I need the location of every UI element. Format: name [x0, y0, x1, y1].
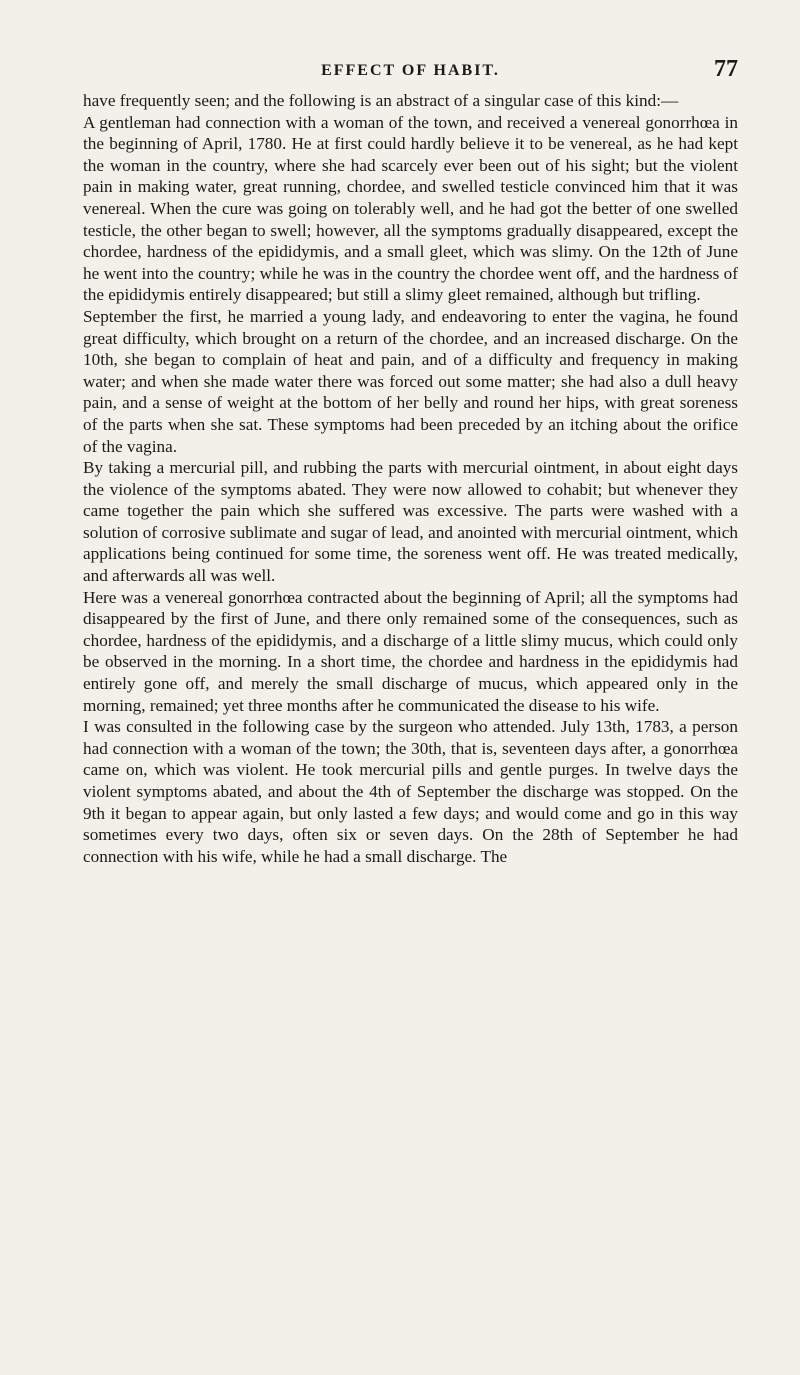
- running-title: EFFECT OF HABIT.: [321, 62, 500, 79]
- paragraph-treatment: By taking a mercurial pill, and rubbing the parts with mercurial ointment, in about eight days the violence of the symptoms abated. They were now allowed to cohabit; but whenever they came together the pain which she suffered was excessive. The parts were washed with a solution of corrosive sublimate and sugar of lead, and anointed with mercurial ointment, which applications being continued for some time, the soreness went off. He was treated medically, and afterwards all was well.: [83, 458, 738, 586]
- paragraph-summary: Here was a venereal gonorrhœa contracted about the beginning of April; all the symptoms had disappeared by the first of June, and there only remained some of the consequences, such as chordee, hardness of the epididymis, and a discharge of a little slimy mucus, which could only be observed in the morning. In a short time, the chordee and hardness in the epididymis had entirely gone off, and merely the small discharge of mucus, which appeared only in the morning, remained; yet three months after he communicated the disease to his wife.: [83, 587, 738, 715]
- paragraph-second-case: I was consulted in the following case by the surgeon who attended. July 13th, 1783, a person had connection with a woman of the town; the 30th, that is, seventeen days after, a gonorrhœa came on, which was violent. He took mercurial pills and gentle purges. In twelve days the violent symptoms abated, and about the 4th of September the discharge was stopped. On the 9th it began to appear again, but only lasted a few days; and would come and go in this way sometimes every two days, often six or seven days. On the 28th of September he had connection with his wife, while he had a small discharge. The: [83, 717, 738, 866]
- paragraph-case-abstract: A gentleman had connection with a woman of the town, and received a venereal gonorrhœa in the beginning of April, 1780. He at first could hardly believe it to be venereal, as he had kept the woman in the country, where she had scarcely ever been out of his sight; but the violent pain in making water, great running, chordee, and swelled testicle convinced him that it was venereal. When the cure was going on tolerably well, and he had got the better of one swelled testicle, the other began to swell; however, all the symptoms gradually disappeared, except the chordee, hardness of the epididymis, and a small gleet, which was slimy. On the 12th of June he went into the country; while he was in the country the chordee went off, and the hardness of the epididymis entirely disappeared; but still a slimy gleet remained, although but trifling.: [83, 112, 738, 305]
- page-number: 77: [714, 56, 738, 82]
- paragraph-marriage: September the first, he married a young lady, and endeavoring to enter the vagina, he found great difficulty, which brought on a return of the chordee, and an increased discharge. On the 10th, she began to complain of heat and pain, and of a difficulty and frequency in making water; and when she made water there was forced out some matter; she had also a dull heavy pain, and a sense of weight at the bottom of her belly and round her hips, with great soreness of the parts when she sat. These symptoms had been preceded by an itching about the orifice of the vagina.: [83, 306, 738, 456]
- paragraph-continuation: have frequently seen; and the following is an abstract of a singular case of this kind:—: [83, 91, 679, 110]
- body-text: [83, 90, 738, 867]
- running-head: [83, 54, 738, 90]
